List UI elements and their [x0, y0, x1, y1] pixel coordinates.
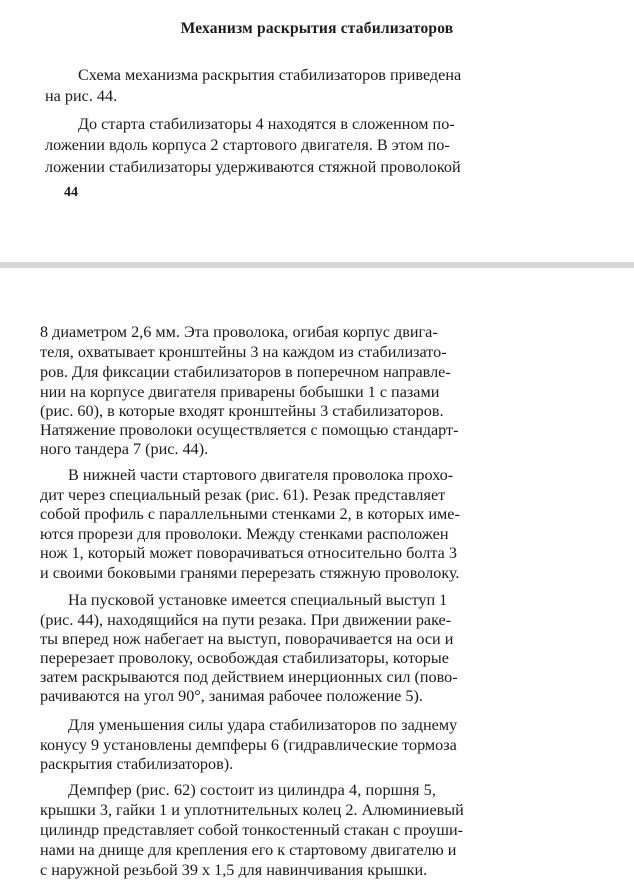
section-heading: Механизм раскрытия стабилизаторов — [180, 20, 454, 37]
text-line: нож 1, который может поворачиваться относительно болта 3 — [40, 544, 457, 562]
text-line: В нижней части стартового двигателя проволока прохо- — [68, 466, 454, 484]
text-line: перерезает проволоку, освобождая стабилизаторы, которые — [40, 649, 449, 667]
text-line: цилиндр представляет собой тонкостенный стакан с проуши- — [40, 821, 464, 839]
text-line: раскрытия стабилизаторов). — [40, 755, 234, 773]
text-line: теля, охватывает кронштейны 3 на каждом из стабилизато- — [40, 343, 447, 361]
text-line: крышки 3, гайки 1 и уплотнительных колец 2. Алюминиевый — [40, 801, 464, 819]
text-line: и своими боковыми гранями перерезать стяжную проволоку. — [40, 564, 460, 582]
text-line: ров. Для фиксации стабилизаторов в поперечном направле- — [40, 363, 451, 381]
text-line: ного тандера 7 (рис. 44). — [40, 440, 209, 458]
text-line: Схема механизма раскрытия стабилизаторов приведена — [78, 66, 462, 84]
text-line: затем раскрываются под действием инерционных сил (пово- — [40, 668, 458, 686]
text-line: нии на корпусе двигателя приварены бобышки 1 с пазами — [40, 383, 440, 401]
text-line: рачиваются на угол 90°, занимая рабочее положение 5). — [40, 687, 423, 705]
text-line: на рис. 44. — [45, 87, 118, 105]
text-line: 8 диаметром 2,6 мм. Эта проволока, огибая корпус двига- — [40, 323, 438, 341]
text-line: До старта стабилизаторы 4 находятся в сложенном по- — [78, 115, 455, 133]
text-line: ложении стабилизаторы удерживаются стяжной проволокой — [45, 158, 461, 176]
text-line: ложении вдоль корпуса 2 стартового двигателя. В этом по- — [45, 136, 450, 154]
page-top — [0, 0, 634, 262]
page-number: 44 — [64, 185, 78, 200]
text-line: Демпфер (рис. 62) состоит из цилиндра 4, поршня 5, — [68, 781, 436, 799]
text-line: конусу 9 установлены демпферы 6 (гидравлические тормоза — [40, 736, 457, 754]
text-line: дит через специальный резак (рис. 61). Резак представляет — [40, 486, 446, 504]
text-line: ты вперед нож набегает на выступ, поворачивается на оси и — [40, 630, 454, 648]
text-line: На пусковой установке имеется специальный выступ 1 — [68, 591, 448, 609]
text-line: нами на днище для крепления его к стартовому двигателю и — [40, 841, 457, 859]
page-bottom — [0, 268, 634, 895]
text-line: ются прорези для проволоки. Между стенками расположен — [40, 525, 449, 543]
text-line: (рис. 60), в которые входят кронштейны 3 стабилизаторов. — [40, 402, 444, 420]
text-line: Натяжение проволоки осуществляется с помощью стандарт- — [40, 421, 459, 439]
text-line: с наружной резьбой 39 х 1,5 для навинчивания крышки. — [40, 861, 428, 879]
text-line: (рис. 44), находящийся на пути резака. При движении раке- — [40, 611, 452, 629]
text-line: собой профиль с параллельными стенками 2, в которых име- — [40, 505, 460, 523]
text-line: Для уменьшения силы удара стабилизаторов по заднему — [68, 716, 458, 734]
